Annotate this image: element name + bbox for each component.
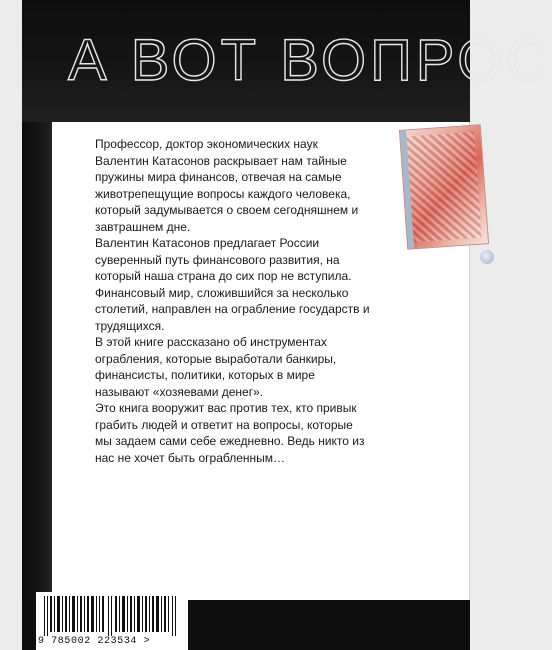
series-title: А ВОТ ВОПРОС: [68, 28, 552, 93]
coin-image: [480, 250, 494, 264]
isbn-barcode: [36, 592, 188, 650]
book-back-cover: [22, 0, 552, 650]
isbn-digits: 9 785002 223534 >: [38, 636, 151, 647]
banknote-pattern: [406, 132, 481, 242]
book-description: [95, 136, 370, 466]
description-paragraph: Профессор, доктор экономических наук Валентин Катасонов раскрывает нам тайные пружины мира финансов, отвечая на самые животрепещущие вопросы каждого человека, который задумывается о своем сегодняшнем и завтрашнем дне.: [95, 137, 359, 234]
spine-strip: [22, 122, 52, 600]
description-paragraph: В этой книге рассказано об инструментах ограбления, которые выработали банкиры, финансисты, политики, которых в мире называют «хозяевами денег».: [95, 335, 337, 399]
banknote-image: [399, 124, 489, 249]
title-band: [22, 0, 552, 122]
description-paragraph: Это книга вооружит вас против тех, кто привык грабить людей и ответит на вопросы, которые мы задаем сами себе ежедневно. Ведь никто из нас не хочет быть ограбленным…: [95, 401, 365, 465]
description-paragraph: Валентин Катасонов предлагает России суверенный путь финансового развития, на который наша страна до сих пор не вступила. Финансовый мир, сложившийся за несколько столетий, направлен на ограбление государств и трудящихся.: [95, 236, 370, 333]
barcode-bars: [42, 596, 182, 636]
